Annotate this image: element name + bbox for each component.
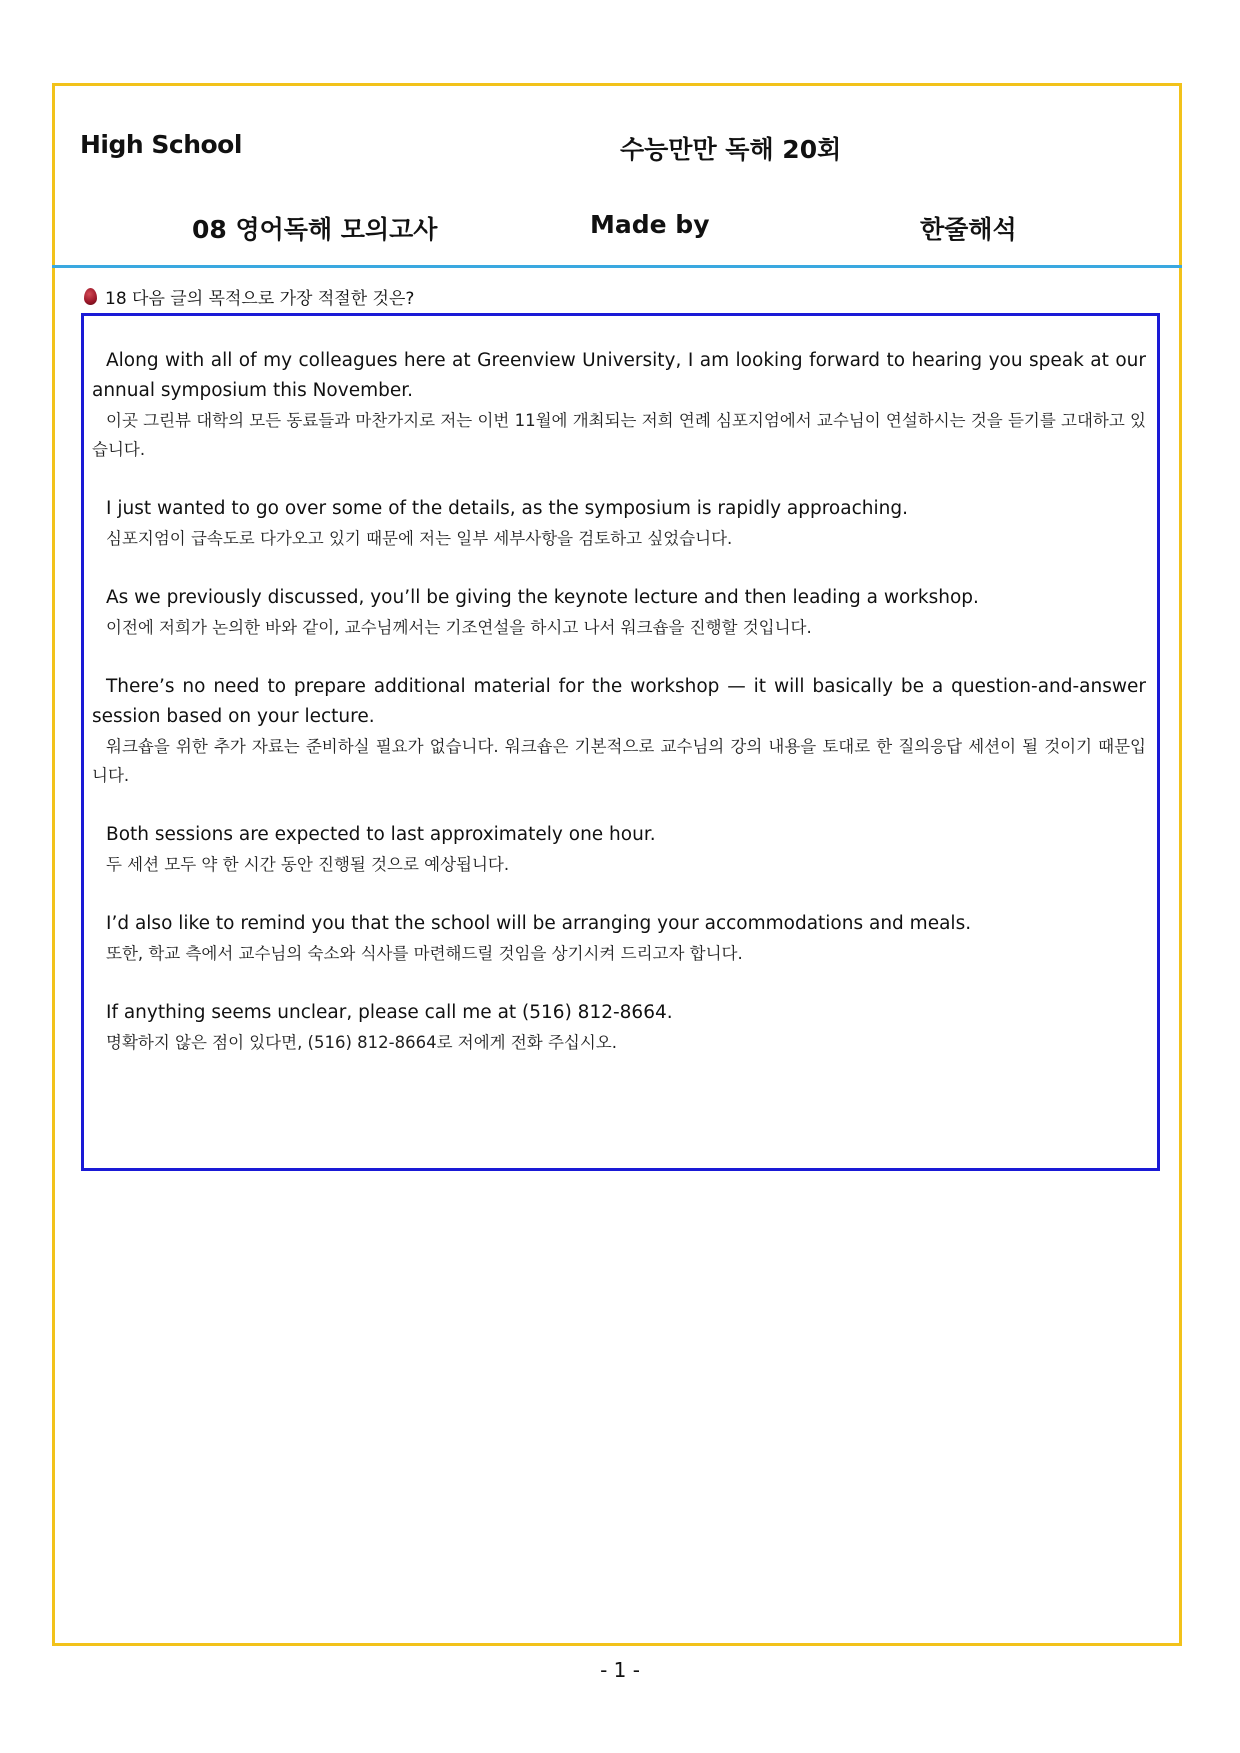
question-label: 18 다음 글의 목적으로 가장 적절한 것은? bbox=[105, 289, 415, 309]
header-divider bbox=[52, 265, 1182, 268]
school-label: High School bbox=[80, 130, 242, 159]
paragraph-5 bbox=[92, 820, 1146, 879]
korean-translation: 두 세션 모두 약 한 시간 동안 진행될 것으로 예상됩니다. bbox=[106, 855, 510, 874]
english-sentence: If anything seems unclear, please call me at (516) 812-8664. bbox=[106, 1002, 673, 1023]
paragraph-1 bbox=[92, 346, 1146, 464]
korean-translation: 또한, 학교 측에서 교수님의 숙소와 식사를 마련해드릴 것임을 상기시켜 드리고자 합니다. bbox=[106, 944, 743, 963]
paragraph-3 bbox=[92, 583, 1146, 642]
made-by-label: Made by bbox=[590, 210, 710, 239]
exam-label: 08 영어독해 모의고사 bbox=[192, 215, 438, 244]
korean-translation: 명확하지 않은 점이 있다면, (516) 812-8664로 저에게 전화 주십시오. bbox=[106, 1033, 617, 1052]
paragraph-6 bbox=[92, 909, 1146, 968]
passage-paragraphs bbox=[92, 346, 1146, 1087]
paragraph-4 bbox=[92, 672, 1146, 790]
paragraph-7 bbox=[92, 998, 1146, 1057]
english-sentence: As we previously discussed, you’ll be giving the keynote lecture and then leading a workshop. bbox=[106, 587, 979, 608]
korean-translation: 워크숍을 위한 추가 자료는 준비하실 필요가 없습니다. 워크숍은 기본적으로 교수님의 강의 내용을 토대로 한 질의응답 세션이 될 것이기 때문입니다. bbox=[92, 737, 1146, 785]
author-label: 한줄해석 bbox=[920, 215, 1017, 244]
korean-translation: 심포지엄이 급속도로 다가오고 있기 때문에 저는 일부 세부사항을 검토하고 싶었습니다. bbox=[106, 529, 733, 548]
korean-translation: 이전에 저희가 논의한 바와 같이, 교수님께서는 기조연설을 하시고 나서 워크숍을 진행할 것입니다. bbox=[106, 618, 812, 637]
question-heading bbox=[84, 284, 414, 309]
english-sentence: I just wanted to go over some of the details, as the symposium is rapidly approaching. bbox=[106, 498, 908, 519]
english-sentence: There’s no need to prepare additional material for the workshop — it will basically be a question-and-answer session based on your lecture. bbox=[92, 676, 1146, 727]
page-number: - 1 - bbox=[600, 1658, 640, 1682]
worksheet-title: 수능만만 독해 20회 bbox=[620, 135, 842, 164]
korean-translation: 이곳 그린뷰 대학의 모든 동료들과 마찬가지로 저는 이번 11월에 개최되는 저희 연례 심포지엄에서 교수님이 연설하시는 것을 듣기를 고대하고 있습니다. bbox=[92, 411, 1146, 459]
english-sentence: Both sessions are expected to last approximately one hour. bbox=[106, 824, 656, 845]
paragraph-2 bbox=[92, 494, 1146, 553]
english-sentence: Along with all of my colleagues here at Greenview University, I am looking forward to hearing you speak at our annual symposium this November. bbox=[92, 350, 1146, 401]
strawberry-bullet-icon bbox=[84, 288, 97, 305]
english-sentence: I’d also like to remind you that the school will be arranging your accommodations and meals. bbox=[106, 913, 972, 934]
